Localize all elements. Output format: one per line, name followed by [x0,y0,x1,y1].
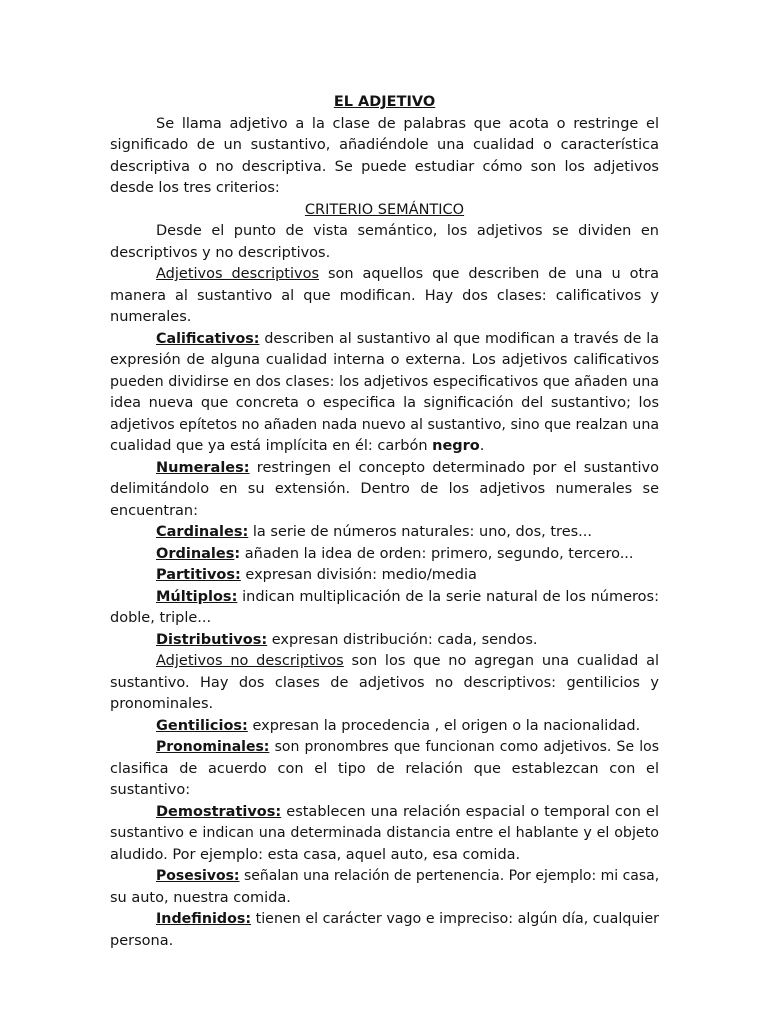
ordinales-term: Ordinales [156,545,235,562]
intro-line-3: descriptiva o no descriptiva. Se puede estudiar cómo son los adjetivos [110,158,659,175]
numerales-line-3: encuentran: [110,502,198,519]
numerales-line-1: Numerales: restringen el concepto determinado por el sustantivo [156,459,659,476]
intro-line-4: desde los tres criterios: [110,180,280,196]
pronominales-line-3: sustantivo: [110,782,191,798]
descriptivos-line-2: manera al sustantivo al que modifican. Hay dos clases: calificativos y [110,287,659,304]
indefinidos-line-2: persona. [110,932,174,949]
posesivos-line-1: Posesivos: señalan una relación de pertenencia. Por ejemplo: mi casa, [156,868,659,884]
no-descriptivos-term: Adjetivos no descriptivos [156,653,344,669]
section-heading [110,200,659,222]
partitivos-line: Partitivos: expresan división: medio/media [156,567,477,583]
no-descriptivos-line-3: pronominales. [110,696,214,712]
semantic-line-2: descriptivos y no descriptivos. [110,244,331,261]
pronominales-line-1: Pronominales: son pronombres que funcionan como adjetivos. Se los [156,739,659,755]
pronominales-line-2: clasifica de acuerdo con el tipo de relación que establezcan con el [110,760,659,777]
multiplos-line-1: Múltiplos: indican multiplicación de la serie natural de los números: [156,588,659,605]
descriptivos-line-1: Adjetivos descriptivos son aquellos que describen de una u otra [156,266,659,282]
demostrativos-term: Demostrativos: [156,803,282,820]
demostrativos-line-2: sustantivo e indican una determinada distancia entre el hablante y el objeto [110,825,659,841]
no-descriptivos-line-2: sustantivo. Hay dos clases de adjetivos no descriptivos: gentilicios y [110,674,659,691]
descriptivos-term: Adjetivos descriptivos [156,266,320,282]
example-negro: negro [432,438,480,454]
calificativos-line-1: Calificativos: describen al sustantivo al que modifican a través de la [156,330,659,347]
distributivos-line: Distributivos: expresan distribución: cada, sendos. [156,631,538,648]
indefinidos-line-1: Indefinidos: tienen el carácter vago e impreciso: algún día, cualquier [156,911,659,927]
calificativos-term: Calificativos: [156,330,260,347]
indefinidos-term: Indefinidos: [156,911,252,927]
numerales-line-2: delimitándolo en su extensión. Dentro de los adjetivos numerales se [110,481,659,497]
demostrativos-line-1: Demostrativos: establecen una relación espacial o temporal con el [156,803,659,820]
semantic-line-1: Desde el punto de vista semántico, los adjetivos se dividen en [156,223,659,239]
calificativos-line-5: adjetivos epítetos no añaden nada nuevo al sustantivo, sino que realzan una [110,416,659,433]
numerales-term: Numerales: [156,459,250,476]
demostrativos-line-3: aludido. Por ejemplo: esta casa, aquel auto, esa comida. [110,846,521,863]
intro-line-1: Se llama adjetivo a la clase de palabras que acota o restringe el [156,115,659,132]
cardinales-line: Cardinales: la serie de números naturales: uno, dos, tres... [156,524,592,540]
posesivos-term: Posesivos: [156,868,240,884]
section-heading-text: CRITERIO SEMÁNTICO [304,201,465,218]
posesivos-line-2: su auto, nuestra comida. [110,889,291,906]
calificativos-line-2: expresión de alguna cualidad interna o externa. Los adjetivos calificativos [110,352,659,368]
ordinales-line: Ordinales: añaden la idea de orden: primero, segundo, tercero... [156,545,634,562]
multiplos-term: Múltiplos: [156,588,238,605]
calificativos-line-6: cualidad que ya está implícita en él: carbón negro. [110,438,485,454]
gentilicios-term: Gentilicios: [156,717,248,734]
calificativos-line-3: pueden dividirse en dos clases: los adjetivos especificativos que añaden una [110,373,659,390]
document-title [110,92,659,114]
gentilicios-line: Gentilicios: expresan la procedencia , el origen o la nacionalidad. [156,717,641,734]
calificativos-line-4: idea nueva que concreta o especifica la significación del sustantivo; los [110,395,659,411]
distributivos-term: Distributivos: [156,631,268,648]
intro-line-2: significado de un sustantivo, añadiéndole una cualidad o característica [110,137,659,153]
partitivos-term: Partitivos: [156,567,241,583]
document-page [110,92,659,952]
no-descriptivos-line-1: Adjetivos no descriptivos son los que no agregan una cualidad al [156,653,659,669]
title-text: EL ADJETIVO [333,94,436,110]
pronominales-term: Pronominales: [156,739,270,755]
multiplos-line-2: doble, triple... [110,610,212,626]
descriptivos-line-3: numerales. [110,309,192,325]
cardinales-term: Cardinales: [156,524,249,540]
